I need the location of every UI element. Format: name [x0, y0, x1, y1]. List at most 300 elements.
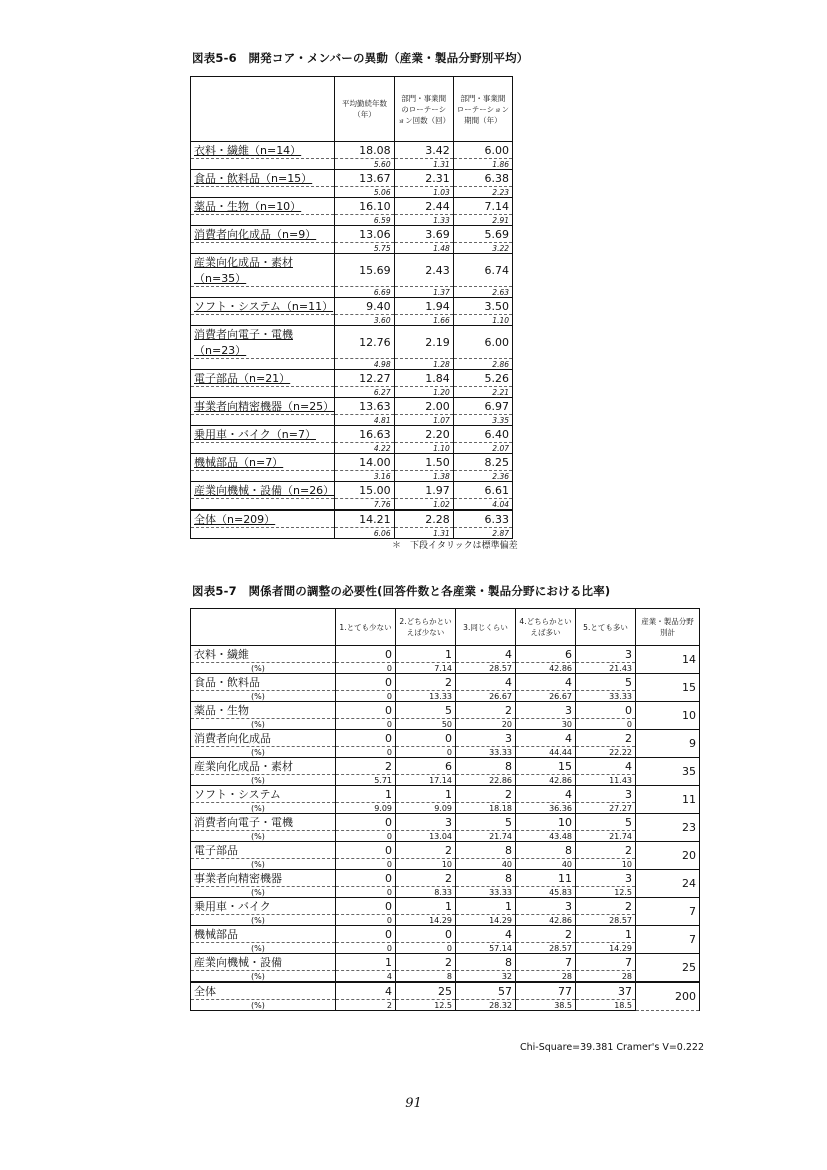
- table-row-sd: [191, 287, 513, 298]
- cell-count: 3: [576, 646, 636, 663]
- cell-sd: 5.06: [335, 187, 394, 198]
- cell-count: 5: [576, 674, 636, 691]
- cell-count: 0: [336, 926, 396, 943]
- row-label: 消費者向電子・電機（n=23）: [191, 326, 335, 359]
- cell-value: 13.63: [335, 398, 394, 415]
- cell-value: 2.43: [394, 254, 453, 287]
- cell-pct: 32: [456, 971, 516, 983]
- cell-pct: 0: [336, 831, 396, 842]
- cell-pct: 4: [336, 971, 396, 983]
- cell-pct: 44.44: [516, 747, 576, 758]
- cell-value: 6.00: [453, 326, 512, 359]
- cell-sd: 1.66: [394, 315, 453, 326]
- table-row-sd: [191, 215, 513, 226]
- cell-sd: 1.03: [394, 187, 453, 198]
- cell-count: 3: [456, 730, 516, 747]
- cell-value: 15.69: [335, 254, 394, 287]
- cell-value: 2.00: [394, 398, 453, 415]
- table-row: [191, 982, 700, 1000]
- table-row: [191, 298, 513, 315]
- cell-count: 8: [516, 842, 576, 859]
- row-label: 機械部品: [191, 926, 336, 943]
- cell-pct: 21.74: [456, 831, 516, 842]
- table-row-pct: [191, 747, 700, 758]
- cell-pct: 13.33: [396, 691, 456, 702]
- cell-pct: 27.27: [576, 803, 636, 814]
- cell-value: 6.74: [453, 254, 512, 287]
- table-row-pct: [191, 663, 700, 674]
- cell-sd: 6.59: [335, 215, 394, 226]
- table-row: [191, 814, 700, 831]
- cell-total: 25: [636, 954, 700, 983]
- cell-count: 4: [576, 758, 636, 775]
- cell-count: 5: [396, 702, 456, 719]
- cell-sd: 6.27: [335, 387, 394, 398]
- cell-pct: 42.86: [516, 663, 576, 674]
- table-row-pct: [191, 719, 700, 730]
- cell-sd: 3.16: [335, 471, 394, 482]
- row-label-empty: [191, 187, 335, 198]
- pct-label: (%): [191, 691, 336, 702]
- table-row: [191, 226, 513, 243]
- cell-total: 7: [636, 898, 700, 926]
- cell-value: 9.40: [335, 298, 394, 315]
- table-row: [191, 482, 513, 499]
- row-label: 食品・飲料品: [191, 674, 336, 691]
- cell-count: 77: [516, 982, 576, 1000]
- table-row: [191, 926, 700, 943]
- table-row-pct: [191, 971, 700, 983]
- cell-sd: 6.06: [335, 528, 394, 539]
- cell-pct: 22.22: [576, 747, 636, 758]
- cell-value: 1.94: [394, 298, 453, 315]
- table2: [190, 608, 700, 1011]
- cell-sd: 2.87: [453, 528, 512, 539]
- row-label: ソフト・システム（n=11）: [191, 298, 335, 315]
- cell-pct: 18.18: [456, 803, 516, 814]
- table-row-sd: [191, 471, 513, 482]
- cell-count: 5: [456, 814, 516, 831]
- cell-sd: 4.22: [335, 443, 394, 454]
- cell-count: 2: [456, 786, 516, 803]
- cell-value: 3.42: [394, 142, 453, 159]
- cell-pct: 28.57: [456, 663, 516, 674]
- cell-total: 15: [636, 674, 700, 702]
- cell-count: 8: [456, 870, 516, 887]
- table-row-pct: [191, 887, 700, 898]
- cell-count: 2: [396, 954, 456, 971]
- table-row-pct: [191, 943, 700, 954]
- cell-count: 4: [516, 674, 576, 691]
- cell-count: 1: [396, 898, 456, 915]
- pct-label: (%): [191, 747, 336, 758]
- cell-count: 2: [396, 674, 456, 691]
- cell-value: 14.00: [335, 454, 394, 471]
- cell-count: 2: [576, 898, 636, 915]
- row-label: 産業向機械・設備（n=26）: [191, 482, 335, 499]
- cell-count: 3: [516, 898, 576, 915]
- cell-value: 8.25: [453, 454, 512, 471]
- chi-square-stat: Chi-Square=39.381 Cramer's V=0.222: [520, 1042, 704, 1053]
- table-row: [191, 646, 700, 663]
- table2-header: 1.とても少ない: [336, 609, 396, 646]
- cell-count: 4: [456, 674, 516, 691]
- cell-count: 0: [336, 646, 396, 663]
- table-row-sd: [191, 243, 513, 254]
- row-label: 全体: [191, 982, 336, 1000]
- cell-pct: 38.5: [516, 1000, 576, 1011]
- cell-sd: 1.48: [394, 243, 453, 254]
- cell-total: 24: [636, 870, 700, 898]
- row-label-empty: [191, 287, 335, 298]
- cell-count: 0: [396, 730, 456, 747]
- cell-pct: 14.29: [456, 915, 516, 926]
- cell-total: 14: [636, 646, 700, 674]
- table-row: [191, 326, 513, 359]
- cell-pct: 0: [336, 915, 396, 926]
- cell-total: 7: [636, 926, 700, 954]
- cell-value: 6.40: [453, 426, 512, 443]
- pct-label: (%): [191, 1000, 336, 1011]
- cell-pct: 9.09: [396, 803, 456, 814]
- cell-value: 2.20: [394, 426, 453, 443]
- cell-value: 13.67: [335, 170, 394, 187]
- row-label: 食品・飲料品（n=15）: [191, 170, 335, 187]
- row-label: 乗用車・バイク（n=7）: [191, 426, 335, 443]
- table-row-pct: [191, 803, 700, 814]
- table2-header: 5.とても多い: [576, 609, 636, 646]
- table-row-pct: [191, 859, 700, 870]
- table-row: [191, 842, 700, 859]
- cell-pct: 21.43: [576, 663, 636, 674]
- table-row-pct: [191, 831, 700, 842]
- cell-value: 5.26: [453, 370, 512, 387]
- table2-header: 産業・製品分野別計: [636, 609, 700, 646]
- table-row: [191, 898, 700, 915]
- cell-pct: 2: [336, 1000, 396, 1011]
- row-label-empty: [191, 443, 335, 454]
- row-label-empty: [191, 471, 335, 482]
- cell-pct: 11.43: [576, 775, 636, 786]
- cell-count: 8: [456, 954, 516, 971]
- row-label: 産業向機械・設備: [191, 954, 336, 971]
- cell-pct: 33.33: [456, 887, 516, 898]
- cell-sd: 1.02: [394, 499, 453, 511]
- table-row: [191, 758, 700, 775]
- cell-pct: 33.33: [576, 691, 636, 702]
- cell-total: 10: [636, 702, 700, 730]
- table2-header: 2.どちらかといえば少ない: [396, 609, 456, 646]
- row-label: 消費者向電子・電機: [191, 814, 336, 831]
- pct-label: (%): [191, 775, 336, 786]
- cell-pct: 36.36: [516, 803, 576, 814]
- cell-count: 8: [456, 758, 516, 775]
- cell-value: 15.00: [335, 482, 394, 499]
- cell-sd: 4.98: [335, 359, 394, 370]
- cell-pct: 0: [396, 943, 456, 954]
- cell-sd: 1.20: [394, 387, 453, 398]
- cell-pct: 17.14: [396, 775, 456, 786]
- cell-count: 15: [516, 758, 576, 775]
- cell-pct: 0: [336, 943, 396, 954]
- cell-count: 4: [456, 926, 516, 943]
- cell-count: 1: [396, 786, 456, 803]
- cell-pct: 5.71: [336, 775, 396, 786]
- cell-total: 200: [636, 982, 700, 1011]
- cell-value: 12.76: [335, 326, 394, 359]
- cell-count: 2: [396, 870, 456, 887]
- table1-header-row: [191, 77, 513, 142]
- table-row: [191, 398, 513, 415]
- row-label: 機械部品（n=7）: [191, 454, 335, 471]
- pct-label: (%): [191, 943, 336, 954]
- cell-sd: 6.69: [335, 287, 394, 298]
- cell-value: 12.27: [335, 370, 394, 387]
- cell-count: 3: [396, 814, 456, 831]
- cell-pct: 7.14: [396, 663, 456, 674]
- cell-pct: 0: [336, 719, 396, 730]
- table1-title: 図表5-6 開発コア・メンバーの異動（産業・製品分野別平均）: [192, 51, 529, 65]
- table2-corner: [191, 609, 336, 646]
- cell-count: 4: [516, 786, 576, 803]
- cell-pct: 12.5: [396, 1000, 456, 1011]
- pct-label: (%): [191, 971, 336, 983]
- cell-sd: 2.86: [453, 359, 512, 370]
- cell-pct: 10: [576, 859, 636, 870]
- table1: [190, 76, 513, 539]
- cell-count: 3: [576, 870, 636, 887]
- cell-sd: 2.07: [453, 443, 512, 454]
- cell-sd: 7.76: [335, 499, 394, 511]
- table-row-sd: [191, 499, 513, 511]
- cell-sd: 1.38: [394, 471, 453, 482]
- cell-count: 7: [516, 954, 576, 971]
- table-row: [191, 510, 513, 528]
- cell-count: 2: [396, 842, 456, 859]
- cell-value: 5.69: [453, 226, 512, 243]
- cell-total: 9: [636, 730, 700, 758]
- cell-value: 6.00: [453, 142, 512, 159]
- cell-value: 2.19: [394, 326, 453, 359]
- cell-value: 2.28: [394, 510, 453, 528]
- table-row: [191, 730, 700, 747]
- cell-value: 16.63: [335, 426, 394, 443]
- cell-sd: 1.07: [394, 415, 453, 426]
- cell-pct: 9.09: [336, 803, 396, 814]
- cell-value: 6.97: [453, 398, 512, 415]
- table2-header: 4.どちらかといえば多い: [516, 609, 576, 646]
- row-label-empty: [191, 215, 335, 226]
- cell-count: 1: [456, 898, 516, 915]
- cell-sd: 2.63: [453, 287, 512, 298]
- cell-sd: 1.31: [394, 528, 453, 539]
- cell-pct: 21.74: [576, 831, 636, 842]
- cell-value: 16.10: [335, 198, 394, 215]
- cell-pct: 28.57: [576, 915, 636, 926]
- cell-count: 2: [456, 702, 516, 719]
- cell-count: 6: [516, 646, 576, 663]
- cell-pct: 14.29: [576, 943, 636, 954]
- row-label: 消費者向化成品（n=9）: [191, 226, 335, 243]
- cell-pct: 28.32: [456, 1000, 516, 1011]
- row-label-empty: [191, 387, 335, 398]
- cell-pct: 45.83: [516, 887, 576, 898]
- row-label: 乗用車・バイク: [191, 898, 336, 915]
- cell-count: 2: [336, 758, 396, 775]
- cell-count: 1: [336, 786, 396, 803]
- row-label-empty: [191, 243, 335, 254]
- cell-sd: 1.31: [394, 159, 453, 170]
- cell-sd: 5.75: [335, 243, 394, 254]
- cell-count: 25: [396, 982, 456, 1000]
- row-label-empty: [191, 415, 335, 426]
- table-row: [191, 870, 700, 887]
- cell-value: 13.06: [335, 226, 394, 243]
- row-label: 消費者向化成品: [191, 730, 336, 747]
- cell-count: 1: [336, 954, 396, 971]
- cell-value: 1.84: [394, 370, 453, 387]
- table-row: [191, 954, 700, 971]
- cell-count: 5: [576, 814, 636, 831]
- row-label: 電子部品（n=21）: [191, 370, 335, 387]
- cell-count: 7: [576, 954, 636, 971]
- cell-count: 1: [576, 926, 636, 943]
- cell-pct: 10: [396, 859, 456, 870]
- table-row: [191, 786, 700, 803]
- cell-total: 11: [636, 786, 700, 814]
- table-row: [191, 142, 513, 159]
- cell-count: 4: [456, 646, 516, 663]
- table-row: [191, 702, 700, 719]
- cell-count: 37: [576, 982, 636, 1000]
- cell-pct: 0: [336, 887, 396, 898]
- cell-count: 0: [336, 674, 396, 691]
- row-label-empty: [191, 528, 335, 539]
- cell-value: 3.69: [394, 226, 453, 243]
- table2-header-row: [191, 609, 700, 646]
- table-row-sd: [191, 528, 513, 539]
- cell-count: 11: [516, 870, 576, 887]
- cell-sd: 3.60: [335, 315, 394, 326]
- row-label: 事業者向精密機器: [191, 870, 336, 887]
- cell-count: 3: [516, 702, 576, 719]
- cell-count: 8: [456, 842, 516, 859]
- row-label-empty: [191, 359, 335, 370]
- cell-pct: 0: [336, 691, 396, 702]
- pct-label: (%): [191, 803, 336, 814]
- table-row: [191, 254, 513, 287]
- table-row-sd: [191, 387, 513, 398]
- row-label: 全体（n=209）: [191, 510, 335, 528]
- cell-sd: 1.37: [394, 287, 453, 298]
- table1-header: 平均勤続年数（年）: [335, 77, 394, 142]
- cell-pct: 26.67: [456, 691, 516, 702]
- cell-sd: 1.28: [394, 359, 453, 370]
- table-row-sd: [191, 315, 513, 326]
- table-row-pct: [191, 691, 700, 702]
- cell-count: 2: [576, 842, 636, 859]
- row-label: 薬品・生物（n=10）: [191, 198, 335, 215]
- row-label: 事業者向精密機器（n=25）: [191, 398, 335, 415]
- table2-title: 図表5-7 関係者間の調整の必要性(回答件数と各産業・製品分野における比率): [192, 584, 611, 598]
- pct-label: (%): [191, 719, 336, 730]
- cell-sd: 1.10: [453, 315, 512, 326]
- cell-sd: 1.10: [394, 443, 453, 454]
- cell-count: 0: [336, 702, 396, 719]
- cell-count: 57: [456, 982, 516, 1000]
- table-row-pct: [191, 1000, 700, 1011]
- cell-pct: 20: [456, 719, 516, 730]
- cell-pct: 33.33: [456, 747, 516, 758]
- table-row-sd: [191, 187, 513, 198]
- cell-count: 2: [516, 926, 576, 943]
- cell-value: 6.33: [453, 510, 512, 528]
- cell-value: 6.61: [453, 482, 512, 499]
- table-row: [191, 426, 513, 443]
- cell-pct: 22.86: [456, 775, 516, 786]
- table-row: [191, 674, 700, 691]
- cell-pct: 40: [456, 859, 516, 870]
- row-label: ソフト・システム: [191, 786, 336, 803]
- cell-count: 0: [336, 814, 396, 831]
- cell-sd: 3.22: [453, 243, 512, 254]
- cell-pct: 0: [336, 747, 396, 758]
- cell-sd: 2.36: [453, 471, 512, 482]
- cell-pct: 14.29: [396, 915, 456, 926]
- cell-pct: 8: [396, 971, 456, 983]
- table1-header: 部門・事業間のローテーション回数（回）: [394, 77, 453, 142]
- table-row-sd: [191, 443, 513, 454]
- cell-value: 1.50: [394, 454, 453, 471]
- cell-pct: 0: [336, 859, 396, 870]
- row-label-empty: [191, 499, 335, 511]
- cell-sd: 1.33: [394, 215, 453, 226]
- cell-count: 4: [516, 730, 576, 747]
- table-row-pct: [191, 915, 700, 926]
- row-label-empty: [191, 159, 335, 170]
- cell-pct: 43.48: [516, 831, 576, 842]
- row-label: 衣料・繊維（n=14）: [191, 142, 335, 159]
- table1-note: ＊ 下段イタリックは標準偏差: [392, 541, 518, 551]
- cell-pct: 57.14: [456, 943, 516, 954]
- cell-count: 4: [336, 982, 396, 1000]
- cell-sd: 5.60: [335, 159, 394, 170]
- cell-pct: 12.5: [576, 887, 636, 898]
- table-row-pct: [191, 775, 700, 786]
- cell-value: 2.31: [394, 170, 453, 187]
- cell-pct: 28: [516, 971, 576, 983]
- cell-count: 0: [336, 870, 396, 887]
- cell-total: 23: [636, 814, 700, 842]
- cell-count: 2: [576, 730, 636, 747]
- cell-count: 6: [396, 758, 456, 775]
- cell-sd: 1.86: [453, 159, 512, 170]
- cell-total: 35: [636, 758, 700, 786]
- cell-count: 1: [396, 646, 456, 663]
- row-label: 産業向化成品・素材（n=35）: [191, 254, 335, 287]
- cell-pct: 42.86: [516, 915, 576, 926]
- row-label: 薬品・生物: [191, 702, 336, 719]
- cell-pct: 42.86: [516, 775, 576, 786]
- row-label: 衣料・繊維: [191, 646, 336, 663]
- page-number: 91: [405, 1096, 422, 1111]
- cell-count: 0: [396, 926, 456, 943]
- cell-pct: 0: [576, 719, 636, 730]
- cell-pct: 26.67: [516, 691, 576, 702]
- cell-value: 7.14: [453, 198, 512, 215]
- row-label-empty: [191, 315, 335, 326]
- cell-value: 2.44: [394, 198, 453, 215]
